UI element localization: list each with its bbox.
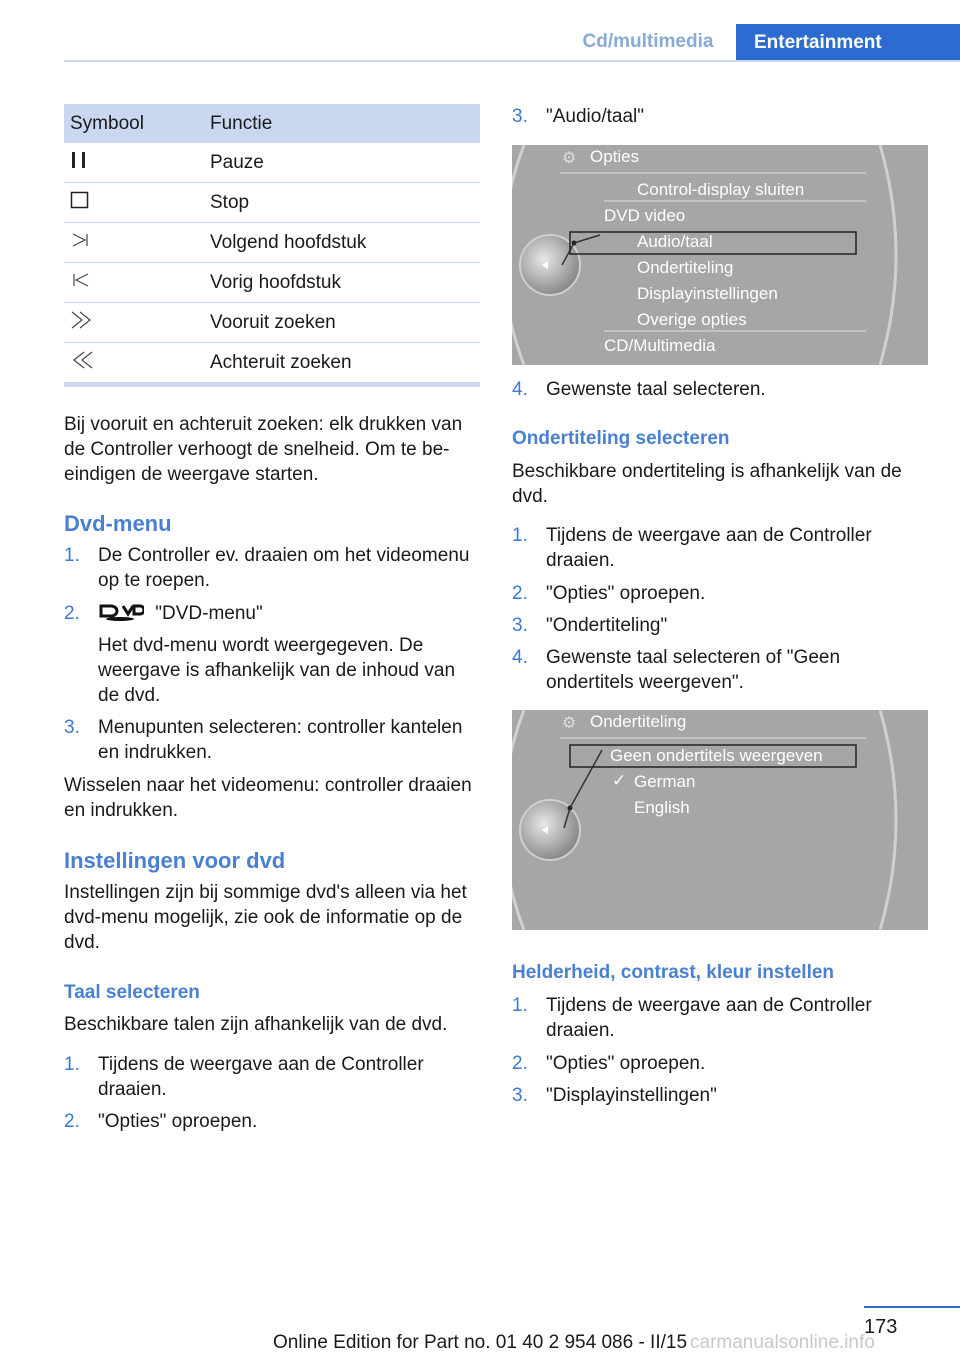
table-header — [64, 104, 480, 143]
menu-item-other-options[interactable]: Overige opties — [637, 310, 747, 329]
heading-select-subtitles: Ondertiteling selecteren — [512, 428, 730, 449]
menu-item-display-settings[interactable]: Displayinstellingen — [637, 284, 778, 303]
list-text: "Audio/taal" — [546, 106, 644, 127]
list-number: 1. — [512, 525, 528, 546]
menu-item-close-display[interactable]: Control-display sluiten — [637, 180, 805, 199]
page-number: 173 — [864, 1316, 898, 1338]
list-text: Tijdens de weergave aan de Controller draaien. — [546, 525, 872, 571]
list-text: De Controller ev. draaien om het videomenu op te roepen. — [98, 545, 470, 591]
heading-brightness-contrast: Helderheid, contrast, kleur instellen — [512, 962, 835, 983]
rewind-icon — [70, 350, 94, 370]
screen-title: Ondertiteling — [590, 712, 687, 731]
stop-icon — [70, 191, 90, 209]
list-number: 3. — [512, 106, 528, 127]
list-text: Tijdens de weergave aan de Controller draaien. — [98, 1054, 424, 1100]
menu-item-subtitles[interactable]: Ondertiteling — [637, 258, 734, 277]
table-cell-function: Stop — [210, 183, 480, 223]
table-row — [64, 343, 480, 385]
col-header-symbol: Symbool — [64, 104, 210, 143]
menu-item-cd-multimedia[interactable]: CD/Multimedia — [604, 336, 716, 355]
checkmark-icon: ✓ — [612, 771, 627, 790]
list-text: "Ondertiteling" — [546, 615, 668, 636]
table-row — [64, 263, 480, 303]
footer-divider — [864, 1306, 960, 1308]
prev-chapter-icon — [70, 272, 92, 288]
list-number: 4. — [512, 379, 528, 400]
list-text: Tijdens de weergave aan de Controller draaien. — [546, 995, 872, 1041]
language-text: Beschikbare talen zijn afhankelijk van de dvd. — [64, 1014, 448, 1035]
switch-menu-text: Wisselen naar het videomenu: controller draaien en indrukken. — [64, 775, 472, 821]
menu-item-dvd-video[interactable]: DVD video — [604, 206, 686, 225]
list-text: "DVD-menu" — [155, 603, 263, 624]
menu-item-audio-language[interactable]: Audio/taal — [637, 232, 713, 251]
list-text: "Displayinstellingen" — [546, 1085, 717, 1106]
edition-footer: Online Edition for Part no. 01 40 2 954 086 - II/15 — [272, 1332, 688, 1353]
header-chapter-tab[interactable]: Entertainment — [736, 24, 960, 62]
table-row — [64, 303, 480, 343]
heading-dvd-settings: Instellingen voor dvd — [64, 848, 286, 873]
list-number: 3. — [512, 1085, 528, 1106]
list-number: 4. — [512, 647, 528, 668]
list-text: Menupunten selecteren: controller kantelen en indrukken. — [98, 717, 463, 763]
table-cell-function: Pauze — [210, 143, 480, 183]
heading-select-language: Taal selecteren — [64, 982, 200, 1003]
table-row — [64, 143, 480, 183]
header-section-tab[interactable]: Cd/multimedia — [582, 31, 714, 52]
list-text: "Opties" oproepen. — [546, 583, 706, 604]
list-number: 2. — [64, 1111, 80, 1132]
list-number: 1. — [64, 545, 80, 566]
screen-title: Opties — [590, 147, 640, 166]
pause-icon — [70, 151, 90, 169]
list-number: 1. — [64, 1054, 80, 1075]
watermark: carmanualsonline.info — [690, 1332, 875, 1353]
table-cell-function: Vorig hoofdstuk — [210, 263, 480, 303]
list-number: 2. — [64, 603, 80, 624]
heading-dvd-menu: Dvd-menu — [64, 511, 172, 536]
dvd-logo-icon — [98, 603, 144, 621]
options-gear-icon: ⚙ — [562, 150, 577, 167]
subtitles-menu-screenshot — [512, 710, 928, 930]
subtitles-text: Beschikbare ondertiteling is afhankelijk van de dvd. — [512, 461, 902, 507]
next-chapter-icon — [70, 232, 92, 248]
list-text: "Opties" oproepen. — [546, 1053, 706, 1074]
search-intro-text: Bij vooruit en achteruit zoeken: elk drukken van de Controller verhoogt de snelheid. Om te beeindigen de weergave starten. — [64, 414, 463, 485]
list-number: 1. — [512, 995, 528, 1016]
table-row — [64, 183, 480, 223]
table-row — [64, 223, 480, 263]
col-header-function: Functie — [210, 104, 480, 143]
list-text: Gewenste taal selecteren. — [546, 379, 766, 400]
options-gear-icon: ⚙ — [562, 715, 577, 732]
list-number: 3. — [64, 717, 80, 738]
table-cell-function: Volgend hoofdstuk — [210, 223, 480, 263]
list-text: Gewenste taal selecteren of "Geen ondertitels weergeven". — [546, 647, 841, 693]
header-divider — [64, 60, 960, 62]
list-subtext: Het dvd-menu wordt weergegeven. De weergave is afhankelijk van de inhoud van de dvd. — [98, 635, 456, 706]
controller-graphic — [512, 145, 928, 365]
table-cell-function: Vooruit zoeken — [210, 303, 480, 343]
list-number: 2. — [512, 1053, 528, 1074]
menu-item-german[interactable]: German — [634, 772, 696, 791]
table-cell-function: Achteruit zoeken — [210, 343, 480, 385]
menu-item-english[interactable]: English — [634, 798, 690, 817]
options-menu-screenshot — [512, 145, 928, 365]
fast-forward-icon — [70, 310, 94, 330]
controller-graphic — [512, 710, 928, 930]
menu-item-no-subtitles[interactable]: Geen ondertitels weergeven — [610, 746, 823, 765]
list-number: 3. — [512, 615, 528, 636]
settings-text: Instellingen zijn bij sommige dvd's alleen via het dvd-menu mogelijk, zie ook de informatie op de dvd. — [64, 882, 467, 953]
symbol-table — [64, 104, 480, 387]
list-text: "Opties" oproepen. — [98, 1111, 258, 1132]
list-number: 2. — [512, 583, 528, 604]
